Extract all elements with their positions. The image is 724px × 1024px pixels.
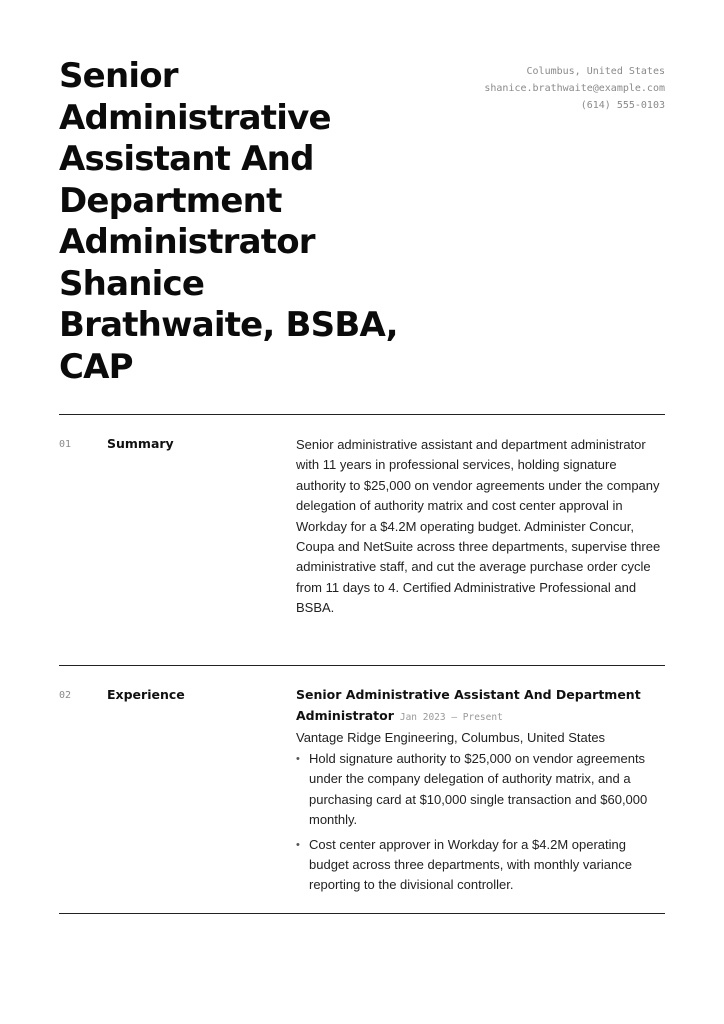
job-dates: Jan 2023 — Present (399, 711, 503, 723)
job-heading (296, 685, 668, 728)
title-line: Senior (59, 56, 178, 96)
title-line: Assistant And (59, 139, 314, 179)
bullet-marker: • (296, 753, 300, 765)
summary-text: Senior administrative assistant and department administrator with 11 years in professional services, holding signature authority to $25,000 on vendor agreements under the company delegation of authority matrix and cost center approval in Workday for a $4.2M operating budget. Administer Concur, Coupa and NetSuite across three departments, supervise three administrative staff, and cut the average purchase order cycle from 11 days to 4. Certified Administrative Professional and BSBA. (296, 437, 661, 616)
title-line: Administrator (59, 222, 315, 262)
summary-section-number: 01 (59, 439, 72, 450)
title-line: Shanice (59, 263, 205, 304)
bullet-text: Cost center approver in Workday for a $4.2M operating budget across three departments, with monthly variance reporting to the divisional controller. (309, 836, 633, 893)
experience-section-title: Experience (107, 687, 185, 702)
title-line: CAP (59, 346, 133, 387)
resume-title (59, 56, 459, 388)
contact-block (484, 63, 665, 114)
experience-entry (296, 685, 668, 900)
section-divider (59, 913, 665, 914)
job-bullets (296, 749, 668, 896)
job-company: Vantage Ridge Engineering, Columbus, United States (296, 730, 606, 745)
title-line: Department (59, 180, 282, 221)
contact-email[interactable]: shanice.brathwaite@example.com (484, 83, 665, 94)
section-divider (59, 665, 665, 666)
bullet-marker: • (296, 838, 300, 851)
list-item (296, 749, 668, 831)
summary-section-title: Summary (107, 436, 174, 451)
bullet-text: Hold signature authority to $25,000 on vendor agreements under the company delegation of authority matrix, and a purchasing card at $10,000 single transaction and $60,000 monthly. (309, 751, 648, 828)
list-item (296, 835, 668, 896)
contact-location: Columbus, United States (526, 66, 665, 77)
experience-section-number: 02 (59, 690, 72, 701)
title-line: Brathwaite, BSBA, (59, 305, 398, 345)
title-line: Administrative (59, 97, 331, 138)
section-divider (59, 414, 665, 415)
job-title: Senior Administrative Assistant And Department Administrator (296, 687, 641, 723)
contact-phone[interactable]: (614) 555-0103 (580, 100, 665, 111)
